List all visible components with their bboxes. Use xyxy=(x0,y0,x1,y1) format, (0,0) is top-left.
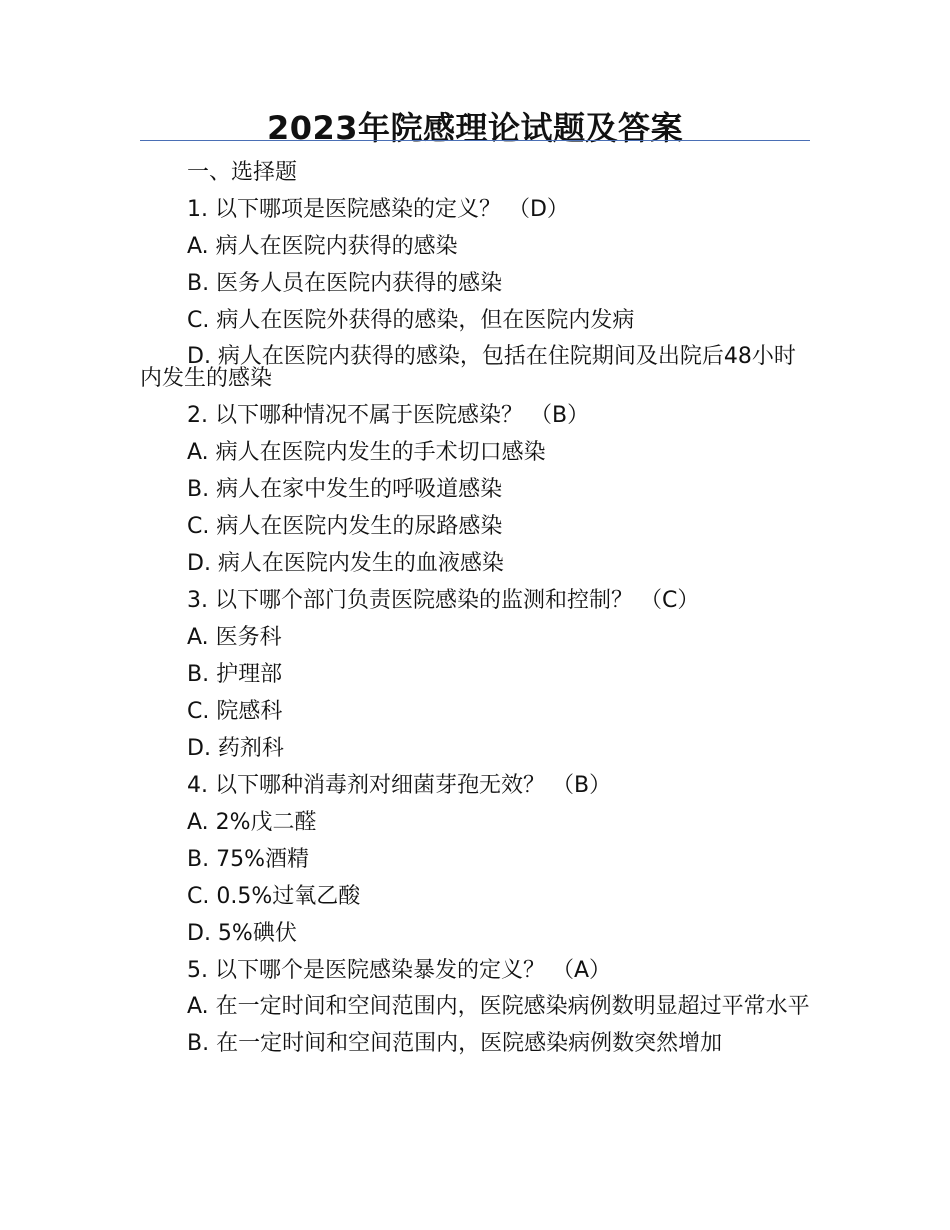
question-option: A. 病人在医院内获得的感染 xyxy=(187,234,458,259)
question-option: C. 病人在医院外获得的感染，但在医院内发病 xyxy=(187,308,635,333)
question-option: D. 病人在医院内发生的血液感染 xyxy=(187,551,504,576)
question-stem: 4. 以下哪种消毒剂对细菌芽孢无效？ （B） xyxy=(187,773,612,798)
section-heading: 一、选择题 xyxy=(187,160,298,185)
question-option: D. 5%碘伏 xyxy=(187,921,297,946)
question-option: C. 0.5%过氧乙酸 xyxy=(187,884,361,909)
question-option: A. 2%戊二醛 xyxy=(187,810,317,835)
document-title: 2023年院感理论试题及答案 xyxy=(266,109,684,147)
question-option: D. 病人在医院内获得的感染，包括在住院期间及出院后48小时内发生的感染 xyxy=(140,344,796,391)
question-stem: 1. 以下哪项是医院感染的定义？ （D） xyxy=(187,197,569,222)
question-option: B. 护理部 xyxy=(187,662,283,687)
question-option: D. 药剂科 xyxy=(187,736,284,761)
title-underline xyxy=(140,140,810,141)
question-option: A. 病人在医院内发生的手术切口感染 xyxy=(187,440,546,465)
question-option: B. 75%酒精 xyxy=(187,847,309,872)
question-stem: 2. 以下哪种情况不属于医院感染？ （B） xyxy=(187,403,590,428)
question-stem: 5. 以下哪个是医院感染暴发的定义？ （A） xyxy=(187,958,612,983)
question-option: A. 在一定时间和空间范围内，医院感染病例数明显超过平常水平 xyxy=(187,994,810,1019)
question-stem: 3. 以下哪个部门负责医院感染的监测和控制？ （C） xyxy=(187,588,700,613)
question-option: C. 病人在医院内发生的尿路感染 xyxy=(187,514,503,539)
question-option: B. 医务人员在医院内获得的感染 xyxy=(187,271,503,296)
question-option: A. 医务科 xyxy=(187,625,282,650)
document-body xyxy=(140,154,810,1062)
question-option: B. 病人在家中发生的呼吸道感染 xyxy=(187,477,503,502)
question-option: B. 在一定时间和空间范围内，医院感染病例数突然增加 xyxy=(187,1031,723,1056)
question-option: C. 院感科 xyxy=(187,699,283,724)
